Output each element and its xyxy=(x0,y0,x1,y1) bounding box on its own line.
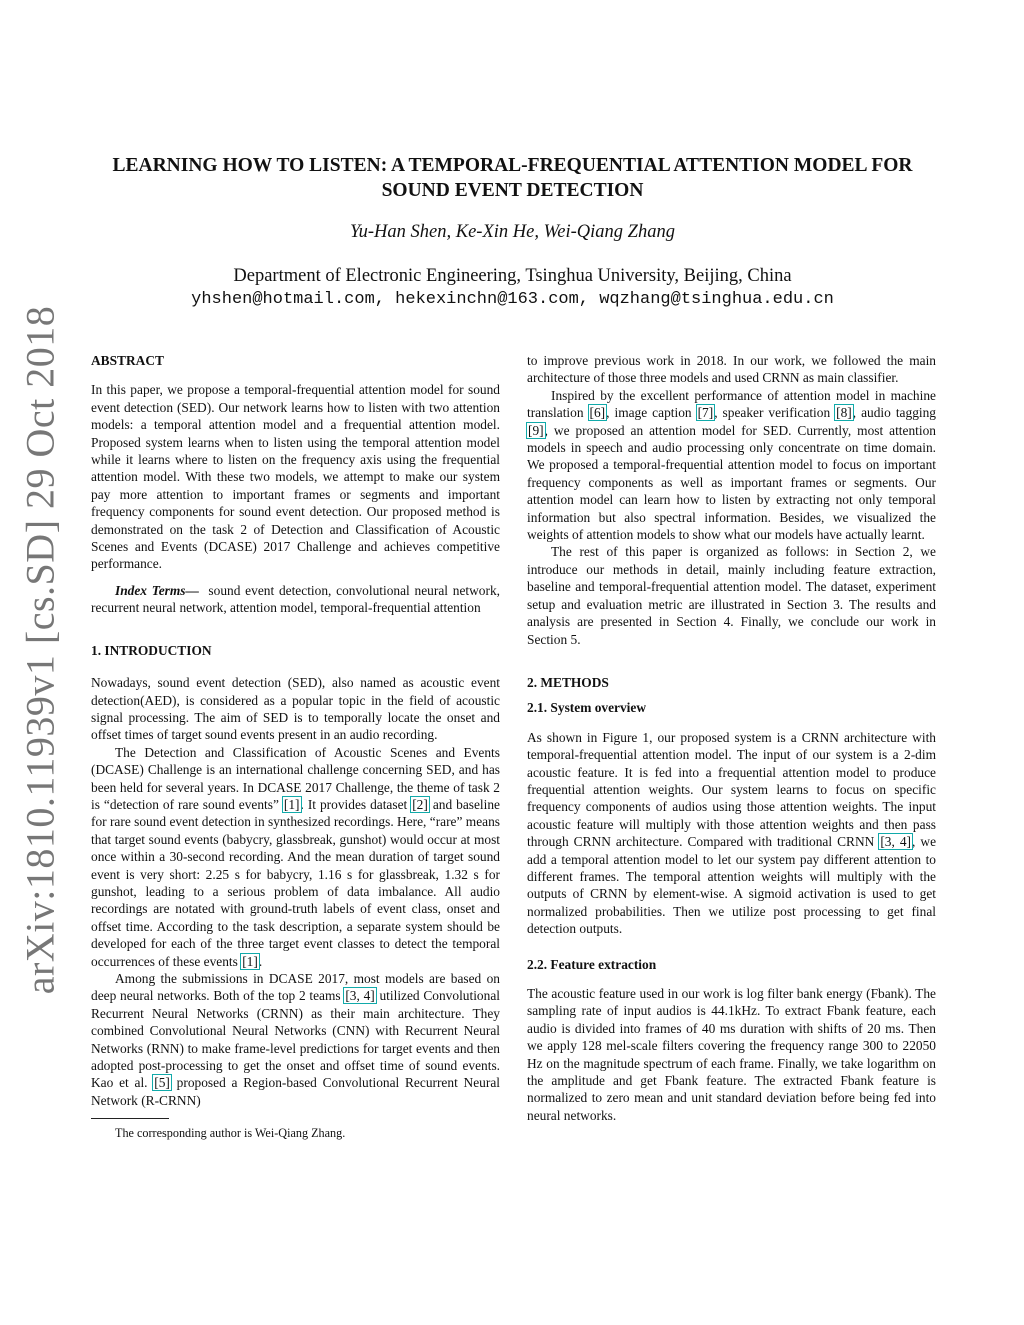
author-list: Yu-Han Shen, Ke-Xin He, Wei-Qiang Zhang xyxy=(350,222,675,242)
affiliation: Department of Electronic Engineering, Tsinghua University, Beijing, China xyxy=(233,266,792,286)
citation-link[interactable]: [5] xyxy=(154,1075,170,1091)
paper-title: LEARNING HOW TO LISTEN: A TEMPORAL-FREQUENTIAL ATTENTION MODEL FOR SOUND EVENT DETECTION xyxy=(112,155,913,201)
system-overview-heading: 2.1. System overview xyxy=(527,700,646,716)
citation-link[interactable]: [7] xyxy=(697,405,714,421)
index-terms-text: sound event detection, convolutional neural network, recurrent neural network, attention model, temporal-frequential attention xyxy=(91,582,500,616)
index-terms xyxy=(91,582,500,617)
citation-link[interactable]: [3, 4] xyxy=(345,988,375,1004)
arxiv-identifier: arXiv:1810.11939v1 [cs.SD] 29 Oct 2018 xyxy=(17,305,63,995)
citation-link[interactable]: [3, 4] xyxy=(880,834,912,850)
footnote-rule xyxy=(91,1118,169,1119)
abstract-heading: ABSTRACT xyxy=(91,353,164,368)
citation-link[interactable]: [6] xyxy=(589,405,606,421)
abstract-text: In this paper, we propose a temporal-frequential attention model for sound event detection (SED). Our network learns how to listen with two attention models: a temporal attention model and a frequential attention model. Proposed system learns when to listen using the temporal attention model while it learns where to listen on the frequency axis using the frequential attention model. With these two models, we attempt to make our system pay more attention to important frames or segments and important frequency components for sound event detection. Our proposed method is demonstrated on the task 2 of Detection and Classification of Acoustic Scenes and Events (DCASE) 2017 Challenge and achieves competitive performance. xyxy=(91,382,500,572)
system-overview-text: As shown in Figure 1, our proposed system is a CRNN architecture with temporal-frequential attention model. The input of our system is a 2-dim acoustic feature. It is fed into a frequential attention model to produce frequential attention weights. Our system learns to focus on specific frequency components of audios using those attention weights. The input acoustic feature will multiply with those attention weights and then pass through CRNN architecture. Compared with traditional CRNN [3, 4], we add a temporal attention model to let our system pay different attention to different frames. The temporal attention weights will multiply with the outputs of CRNN by element-wise. A sigmoid activation is used to get normalized probabilities. Then we utilize post processing to get final detection outputs. xyxy=(527,729,937,937)
arxiv-sidebar xyxy=(0,305,80,995)
feature-extraction-heading: 2.2. Feature extraction xyxy=(527,956,657,972)
index-terms-label: Index Terms— xyxy=(115,582,199,598)
intro-paragraph-1: Nowadays, sound event detection (SED), also named as acoustic event detection(AED), is considered as a popular topic in the field of acoustic signal processing. The aim of SED is to temporally locate the onset and offset times of target sound events present in an audio recording. xyxy=(91,675,500,743)
methods-heading: 2. METHODS xyxy=(527,674,609,690)
footnote: The corresponding author is Wei-Qiang Zhang. xyxy=(115,1126,346,1141)
introduction-heading: 1. INTRODUCTION xyxy=(91,642,212,658)
right-column xyxy=(527,352,936,1124)
intro-paragraph-3: Among the submissions in DCASE 2017, most models are based on deep neural networks. Both of the top 2 teams [3, 4] utilized Convolutional Recurrent Neural Networks (CRNN) as their main architecture. They combined Convolutional Neural Networks (CNN) with Recurrent Neural Networks (RNN) to make frame-level predictions for target events and then adopted post-processing to get the onset and offset time of sound events. Kao et al. [5] proposed a Region-based Convolutional Recurrent Neural Network (R-CRNN) xyxy=(91,971,500,1108)
citation-link[interactable]: [9] xyxy=(528,422,544,438)
right-paragraph-2: Inspired by the excellent performance of attention model in machine translation [6], image caption [7], speaker verification [8], audio tagging [9], we proposed an attention model for SED. Currently, most attention models in speech and audio processing only concentrate on time domain. We proposed a temporal-frequential attention model to focus on important frequency components as well as important frames or segments. Our attention model can learn how to listen by extracting not only temporal information but also spectral information. Besides, we visualized the weights of attention models to show what our models have actually learnt. xyxy=(527,387,937,543)
citation-link[interactable]: [1] xyxy=(283,796,300,812)
feature-extraction-text: The acoustic feature used in our work is log filter bank energy (Fbank). The sampling rate of input audios is 44.1kHz. To extract Fbank feature, each audio is divided into frames of 40 ms duration with shifts of 20 ms. Then we apply 128 mel-scale filters covering the frequency range 300 to 22050 Hz on the magnitude spectrum of each frame. Finally, we take logarithm on the amplitude and get Fbank feature. The extracted Fbank feature is normalized to zero mean and unit standard deviation before being fed into neural networks. xyxy=(527,986,936,1123)
citation-link[interactable]: [2] xyxy=(412,796,428,812)
citation-link[interactable]: [1] xyxy=(242,953,258,969)
citation-link[interactable]: [8] xyxy=(836,405,852,421)
right-paragraph-1: to improve previous work in 2018. In our work, we followed the main architecture of those three models and used CRNN as main classifier. xyxy=(527,353,936,386)
left-column xyxy=(91,352,500,1143)
intro-paragraph-2: The Detection and Classification of Acoustic Scenes and Events (DCASE) Challenge is an international challenge concerning SED, and has been held for several years. In DCASE 2017 Challenge, the theme of task 2 is “detection of rare sound events” [1]. It provides dataset [2] and baseline for rare sound event detection in synthesized recordings. Here, “rare” means that target sound events (babycry, glassbreak, gunshot) would occur at most once within a 30-second recording. And the mean duration of target sound event is very short: 2.25 s for babycry, 1.16 s for glassbreak, 1.32 s for gunshot, leading to a serious problem of data imbalance. All audio recordings are notated with ground-truth labels of event class, onset and offset time. According to the task description, a separate system should be developed for each of the three target event classes to detect the temporal occurrences of these events [1]. xyxy=(91,744,500,969)
author-emails: yhshen@hotmail.com, hekexinchn@163.com, wqzhang@tsinghua.edu.cn xyxy=(191,290,834,309)
right-paragraph-3: The rest of this paper is organized as follows: in Section 2, we introduce our methods in detail, mainly including feature extraction, baseline and temporal-frequential attention model. The dataset, experiment setup and evaluation metric are illustrated in Section 3. The results and analysis are presented in Section 4. Finally, we conclude our work in Section 5. xyxy=(527,544,936,647)
